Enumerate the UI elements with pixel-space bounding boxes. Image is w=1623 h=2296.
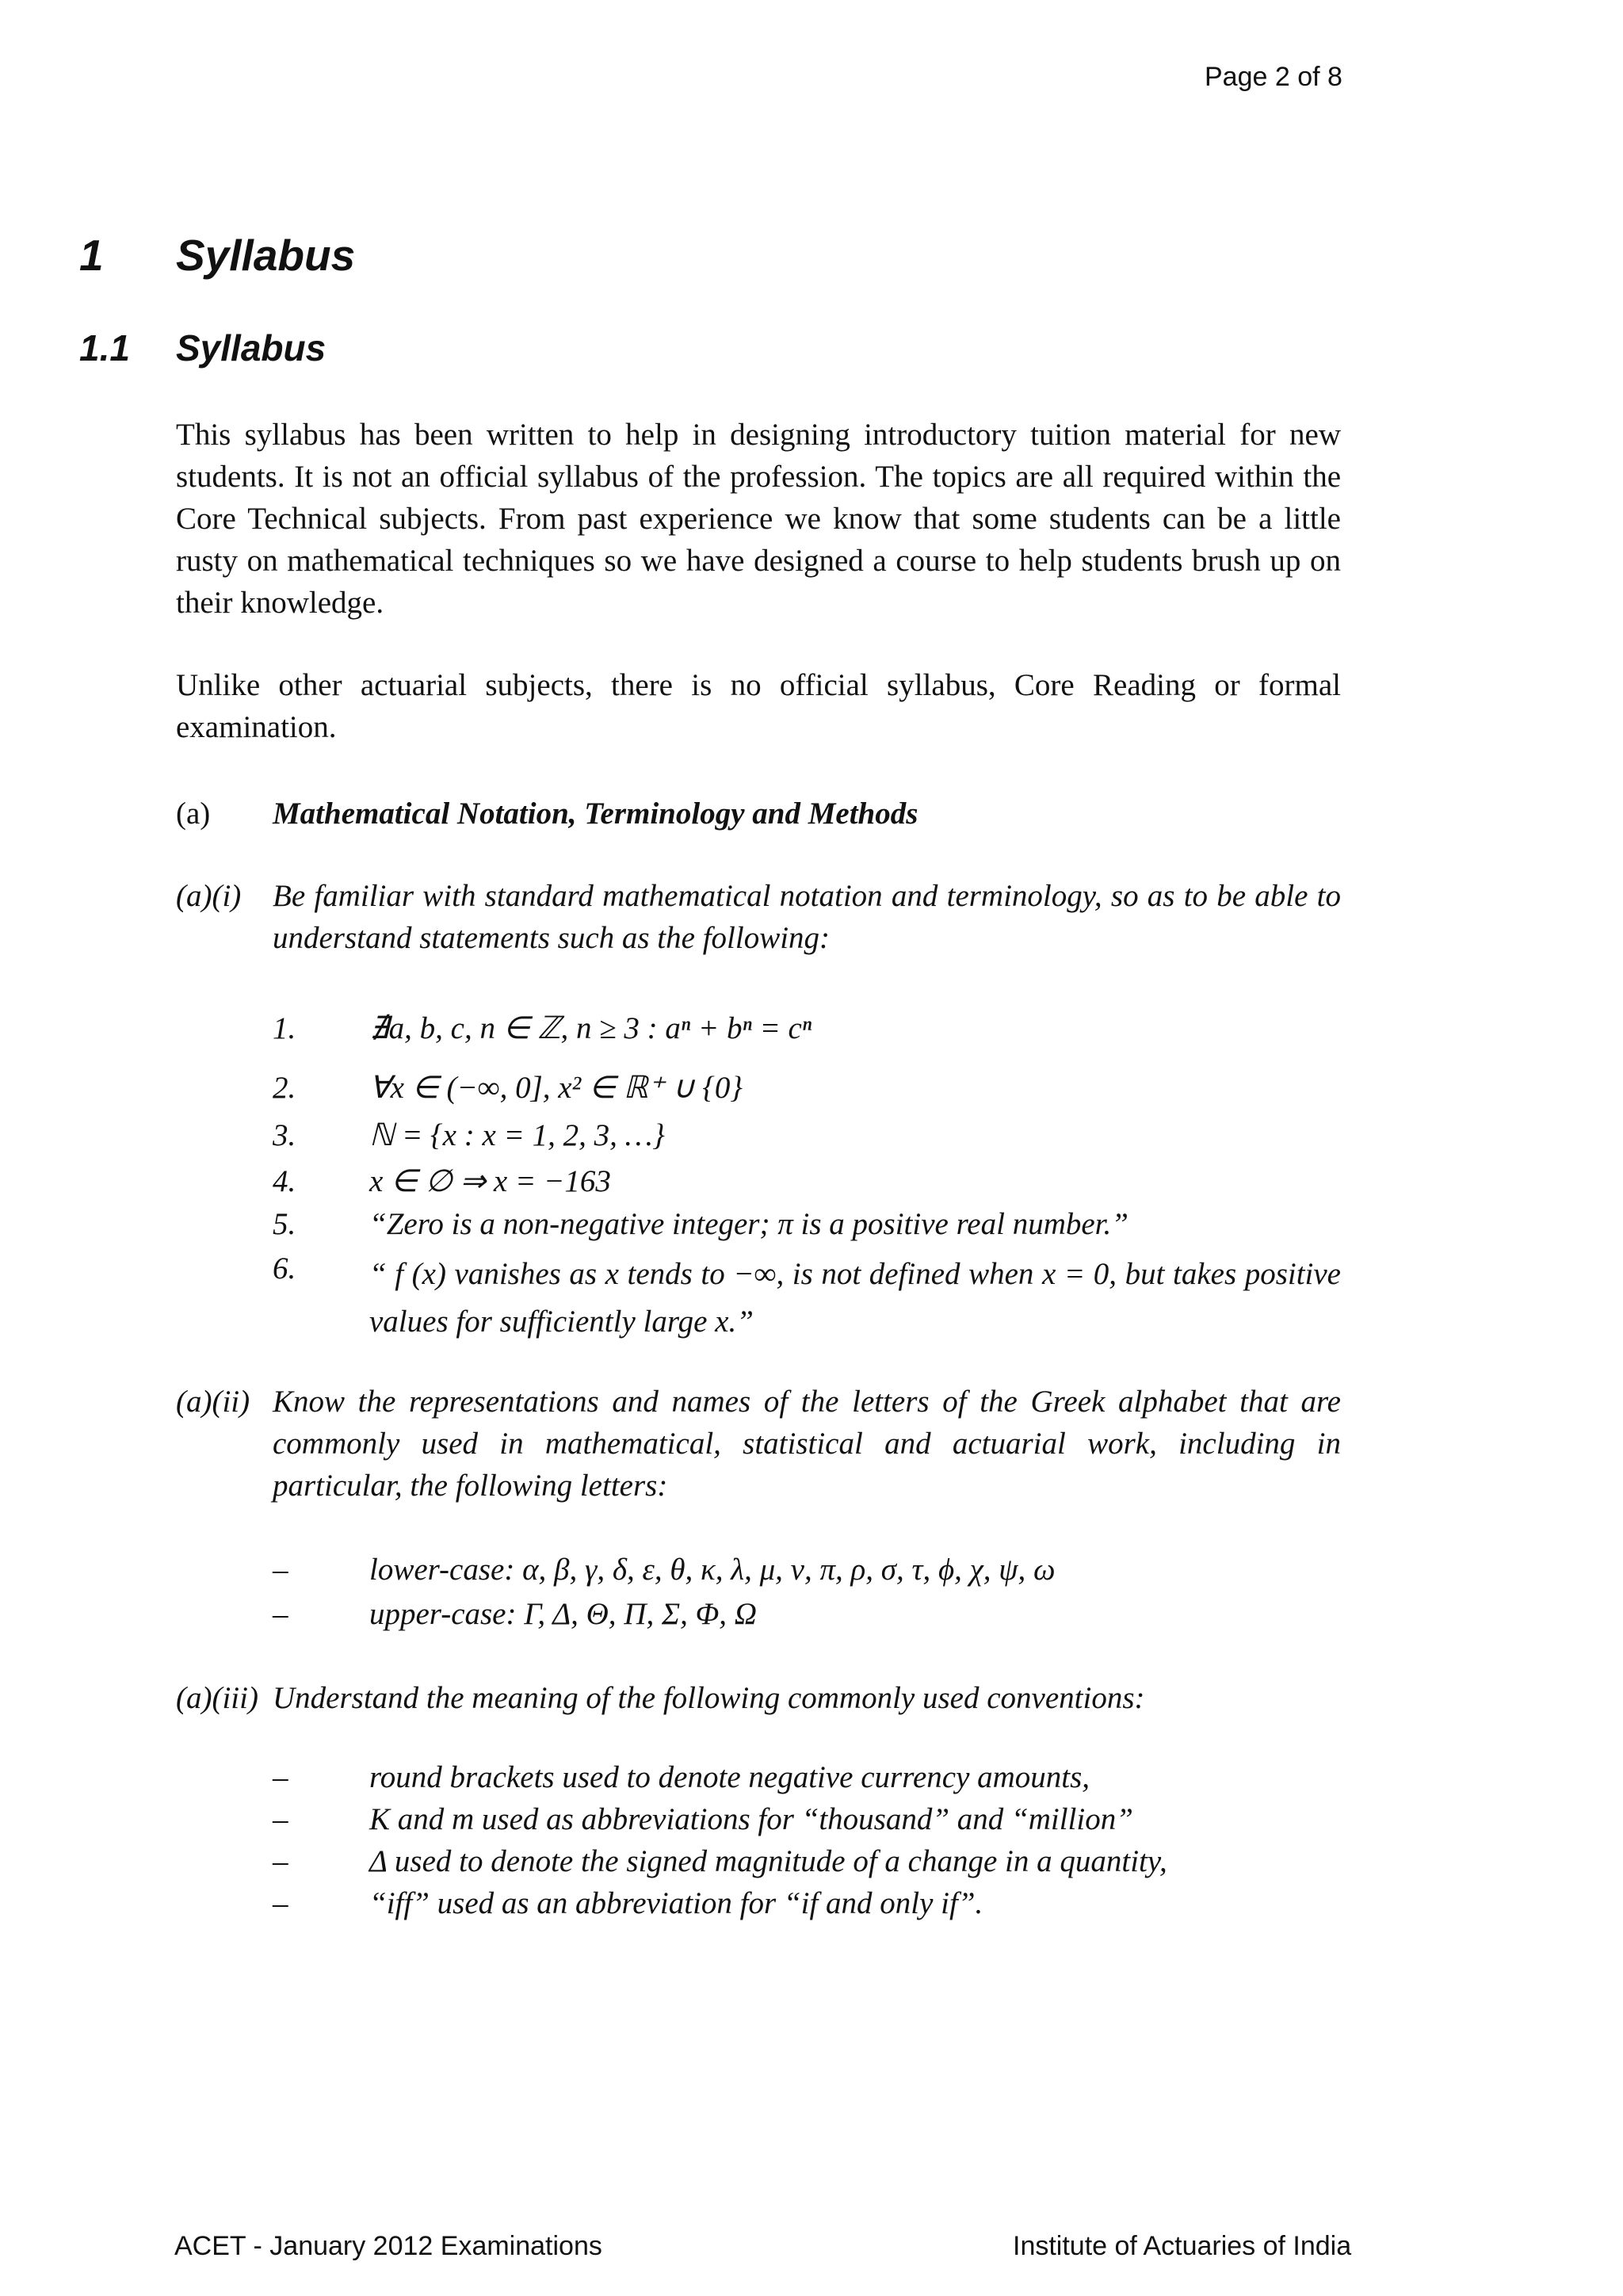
part-a-title: Mathematical Notation, Terminology and Methods	[273, 797, 918, 831]
bullet-dash: –	[273, 1760, 288, 1794]
bullet-dash: –	[273, 1597, 288, 1631]
list-item: round brackets used to denote negative currency amounts,	[369, 1760, 1090, 1794]
page-number: Page 2 of 8	[1205, 62, 1342, 92]
list-item: “ f (x) vanishes as x tends to −∞, is not defined when x = 0, but takes positive values for sufficiently large x.”	[369, 1257, 1341, 1339]
bullet-dash: –	[273, 1802, 288, 1836]
a-i-label: (a)(i)	[176, 879, 242, 913]
footer-exam-name: ACET - January 2012 Examinations	[174, 2231, 602, 2261]
list-item: “iff” used as an abbreviation for “if and only if”.	[369, 1886, 983, 1920]
list-item: ∀x ∈ (−∞, 0], x² ∈ ℝ⁺ ∪ {0}	[369, 1071, 743, 1105]
subsection-number: 1.1	[79, 327, 130, 369]
list-item: lower-case: α, β, γ, δ, ε, θ, κ, λ, μ, ν, π, ρ, σ, τ, ϕ, χ, ψ, ω	[369, 1553, 1056, 1587]
list-item-number: 5.	[273, 1207, 296, 1241]
section-number: 1	[79, 231, 104, 280]
bullet-dash: –	[273, 1553, 288, 1587]
intro-paragraph: This syllabus has been written to help in designing introductory tuition material for new students. It is not an official syllabus of the profession. The topics are all required within the Core Technical subjects. From past experience we know that some students can be a little rusty on mathematical techniques so we have designed a course to help students brush up on their knowledge.	[176, 418, 1341, 620]
list-item: ∄a, b, c, n ∈ ℤ, n ≥ 3 : aⁿ + bⁿ = cⁿ	[369, 1011, 812, 1045]
list-item-number: 1.	[273, 1011, 296, 1045]
list-item: K and m used as abbreviations for “thousand” and “million”	[369, 1802, 1133, 1836]
section-title: Syllabus	[176, 231, 356, 280]
bullet-dash: –	[273, 1886, 288, 1920]
list-item: Δ used to denote the signed magnitude of a change in a quantity,	[369, 1844, 1167, 1878]
a-i-text: Be familiar with standard mathematical notation and terminology, so as to be able to understand statements such as the following:	[273, 879, 1341, 955]
list-item: “Zero is a non-negative integer; π is a positive real number.”	[369, 1207, 1128, 1241]
list-item-number: 4.	[273, 1164, 296, 1198]
footer-institute: Institute of Actuaries of India	[1013, 2231, 1352, 2261]
a-ii-text: Know the representations and names of the letters of the Greek alphabet that are commonly used in mathematical, statistical and actuarial work, including in particular, the following letters:	[273, 1385, 1341, 1503]
list-item: x ∈ ∅ ⇒ x = −163	[369, 1164, 611, 1198]
subsection-title: Syllabus	[176, 327, 327, 369]
list-item: ℕ = {x : x = 1, 2, 3, …}	[369, 1118, 665, 1152]
a-iii-label: (a)(iii)	[176, 1681, 258, 1715]
list-item-number: 6.	[273, 1251, 296, 1286]
bullet-dash: –	[273, 1844, 288, 1878]
list-item: upper-case: Γ, Δ, Θ, Π, Σ, Φ, Ω	[369, 1597, 758, 1631]
intro-paragraph: Unlike other actuarial subjects, there is no official syllabus, Core Reading or formal examination.	[176, 668, 1341, 744]
part-a-label: (a)	[176, 797, 211, 831]
a-ii-label: (a)(ii)	[176, 1385, 250, 1419]
list-item-number: 3.	[273, 1118, 296, 1152]
a-iii-text: Understand the meaning of the following commonly used conventions:	[273, 1681, 1145, 1715]
list-item-number: 2.	[273, 1071, 296, 1105]
